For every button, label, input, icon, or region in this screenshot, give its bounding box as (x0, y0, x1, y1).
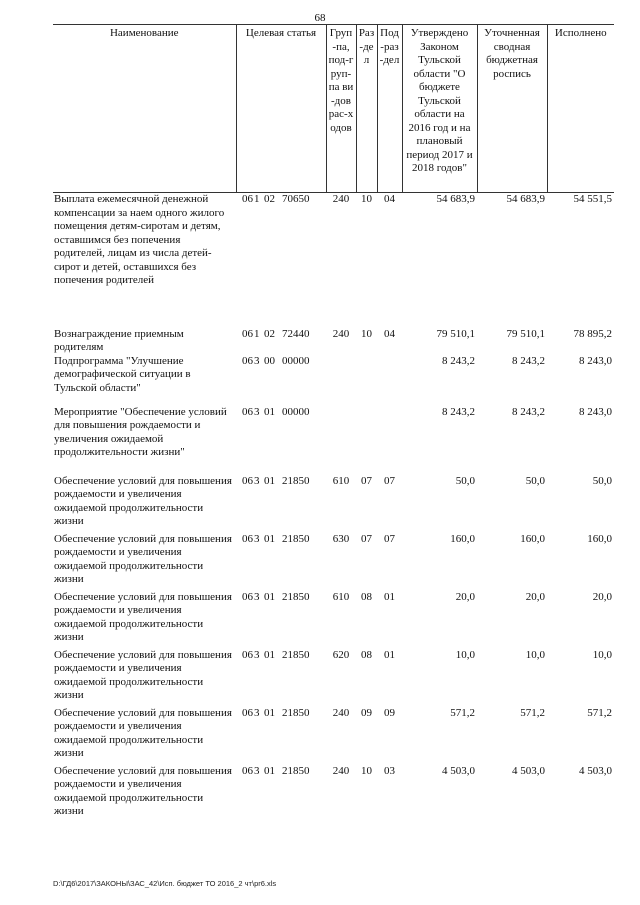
row-approved: 54 683,9 (436, 193, 475, 205)
row-subsection: 07 (384, 532, 395, 545)
row-target-code (236, 649, 326, 707)
row-refined: 79 510,1 (506, 327, 545, 340)
row-section: 07 (361, 474, 372, 487)
row-name: Обеспечение условий для повышения рождаемости и увеличения ожидаемой продолжительности жизни (54, 474, 232, 527)
target-code-part: 06 (242, 764, 253, 777)
row-approved: 50,0 (455, 474, 475, 487)
row-approved: 160,0 (450, 532, 475, 545)
row-refined: 571,2 (520, 706, 545, 719)
row-approved: 10,0 (455, 648, 475, 661)
table-row (53, 355, 614, 406)
table-row (53, 533, 614, 591)
row-section: 08 (361, 590, 372, 603)
row-name: Выплата ежемесячной денежной компенсации за наем одного жилого помещения детям-сиротам и детям, оставшимся без попечения родителей, лицам из числа детей-сирот и детей, оставшихся без попечения родителей (54, 193, 225, 286)
target-code-part: 1 (254, 327, 260, 340)
header-group: Груп-па, под-груп-па ви-дов рас-ходов (326, 25, 356, 193)
target-code-part: 01 (264, 764, 275, 777)
row-group: 240 (332, 193, 350, 205)
table-row (53, 475, 614, 533)
row-name: Обеспечение условий для повышения рождаемости и увеличения ожидаемой продолжительности жизни (54, 764, 232, 817)
row-refined: 10,0 (525, 648, 545, 661)
table-row (53, 707, 614, 765)
row-executed: 160,0 (587, 532, 612, 545)
row-name: Обеспечение условий для повышения рождаемости и увеличения ожидаемой продолжительности жизни (54, 532, 232, 585)
row-target-code (236, 591, 326, 649)
row-group: 610 (332, 590, 350, 603)
row-section: 10 (361, 327, 372, 340)
target-code-part: 00000 (282, 354, 310, 367)
row-executed: 78 895,2 (573, 327, 612, 340)
row-subsection (377, 355, 402, 406)
table-row (53, 328, 614, 355)
row-name: Обеспечение условий для повышения рождаемости и увеличения ожидаемой продолжительности жизни (54, 706, 232, 759)
row-refined: 50,0 (525, 474, 545, 487)
row-group (326, 406, 356, 475)
table-row (53, 591, 614, 649)
target-code-part: 01 (264, 532, 275, 545)
target-code-part: 01 (264, 474, 275, 487)
row-group (326, 355, 356, 406)
header-approved: Утверждено Законом Тульской области "О бюджете Тульской области на 2016 год и на плановый период 2017 и 2018 годов" (402, 25, 477, 193)
header-refined: Уточненная сводная бюджетная роспись (477, 25, 547, 193)
target-code-part: 3 (254, 354, 260, 367)
header-name: Наименование (53, 25, 236, 193)
header-section: Раз-дел (356, 25, 377, 193)
table-row (53, 406, 614, 475)
row-section: 10 (361, 193, 372, 205)
row-subsection: 04 (384, 193, 395, 205)
row-subsection (377, 406, 402, 475)
target-code-part: 3 (254, 706, 260, 719)
row-section: 09 (361, 706, 372, 719)
target-code-part: 21850 (282, 648, 310, 661)
target-code-part: 3 (254, 648, 260, 661)
target-code-part: 06 (242, 354, 253, 367)
row-subsection: 09 (384, 706, 395, 719)
target-code-part: 01 (264, 405, 275, 418)
target-code-part: 00000 (282, 405, 310, 418)
row-executed: 10,0 (592, 648, 612, 661)
row-section: 10 (361, 764, 372, 777)
page-number: 68 (314, 12, 326, 24)
target-code-part: 01 (264, 590, 275, 603)
target-code-part: 06 (242, 706, 253, 719)
target-code-part: 3 (254, 405, 260, 418)
header-target: Целевая статья (236, 25, 326, 193)
row-refined: 20,0 (525, 590, 545, 603)
row-name: Вознаграждение приемным родителям (54, 327, 184, 353)
target-code-part: 1 (254, 193, 260, 205)
row-name: Обеспечение условий для повышения рождаемости и увеличения ожидаемой продолжительности жизни (54, 590, 232, 643)
row-subsection: 01 (384, 590, 395, 603)
row-approved: 4 503,0 (442, 764, 475, 777)
row-refined: 4 503,0 (512, 764, 545, 777)
table-row (53, 649, 614, 707)
row-subsection: 01 (384, 648, 395, 661)
table-header-row (53, 25, 614, 193)
row-group: 240 (332, 327, 350, 340)
row-approved: 79 510,1 (436, 327, 475, 340)
header-subsection: Под-раз-дел (377, 25, 402, 193)
row-section: 08 (361, 648, 372, 661)
target-code-part: 21850 (282, 706, 310, 719)
row-section: 07 (361, 532, 372, 545)
row-approved: 571,2 (450, 706, 475, 719)
table-row (53, 765, 614, 823)
target-code-part: 72440 (282, 327, 310, 340)
header-executed: Исполнено (547, 25, 614, 193)
row-target-code (236, 765, 326, 823)
table-row (53, 193, 614, 328)
target-code-part: 70650 (282, 193, 310, 205)
row-target-code (236, 475, 326, 533)
target-code-part: 02 (264, 327, 275, 340)
row-target-code (236, 406, 326, 475)
row-refined: 8 243,2 (512, 354, 545, 367)
target-code-part: 06 (242, 590, 253, 603)
target-code-part: 21850 (282, 532, 310, 545)
target-code-part: 01 (264, 706, 275, 719)
row-name: Мероприятие "Обеспечение условий для повышения рождаемости и увеличения ожидаемой продолжительности жизни" (54, 405, 227, 458)
row-executed: 54 551,5 (573, 193, 612, 205)
row-executed: 4 503,0 (579, 764, 612, 777)
row-group: 240 (332, 764, 350, 777)
row-group: 610 (332, 474, 350, 487)
target-code-part: 06 (242, 327, 253, 340)
target-code-part: 06 (242, 193, 253, 205)
row-executed: 8 243,0 (579, 405, 612, 418)
target-code-part: 3 (254, 474, 260, 487)
target-code-part: 01 (264, 648, 275, 661)
row-group: 630 (332, 532, 350, 545)
target-code-part: 06 (242, 648, 253, 661)
budget-table (53, 24, 614, 823)
target-code-part: 21850 (282, 764, 310, 777)
target-code-part: 06 (242, 405, 253, 418)
row-approved: 8 243,2 (442, 405, 475, 418)
row-subsection: 07 (384, 474, 395, 487)
row-refined: 54 683,9 (506, 193, 545, 205)
row-executed: 8 243,0 (579, 354, 612, 367)
row-target-code (236, 355, 326, 406)
target-code-part: 21850 (282, 474, 310, 487)
row-refined: 8 243,2 (512, 405, 545, 418)
row-target-code (236, 193, 326, 328)
row-subsection: 03 (384, 764, 395, 777)
row-executed: 571,2 (587, 706, 612, 719)
file-path-footer: D:\ГД6\2017\ЗАКОНЫ\ЗАС_42\Исп. бюджет ТО 2016_2 чт\pr6.xls (53, 879, 277, 888)
target-code-part: 3 (254, 590, 260, 603)
row-group: 240 (332, 706, 350, 719)
row-approved: 20,0 (455, 590, 475, 603)
row-approved: 8 243,2 (442, 354, 475, 367)
row-name: Подпрограмма "Улучшение демографической ситуации в Тульской области" (54, 354, 191, 394)
row-refined: 160,0 (520, 532, 545, 545)
target-code-part: 00 (264, 354, 275, 367)
target-code-part: 06 (242, 532, 253, 545)
target-code-part: 3 (254, 532, 260, 545)
target-code-part: 02 (264, 193, 275, 205)
row-target-code (236, 533, 326, 591)
row-subsection: 04 (384, 327, 395, 340)
row-name: Обеспечение условий для повышения рождаемости и увеличения ожидаемой продолжительности жизни (54, 648, 232, 701)
row-section (356, 406, 377, 475)
row-group: 620 (332, 648, 350, 661)
row-executed: 50,0 (592, 474, 612, 487)
row-target-code (236, 707, 326, 765)
target-code-part: 21850 (282, 590, 310, 603)
row-target-code (236, 328, 326, 355)
target-code-part: 06 (242, 474, 253, 487)
row-section (356, 355, 377, 406)
target-code-part: 3 (254, 764, 260, 777)
row-executed: 20,0 (592, 590, 612, 603)
